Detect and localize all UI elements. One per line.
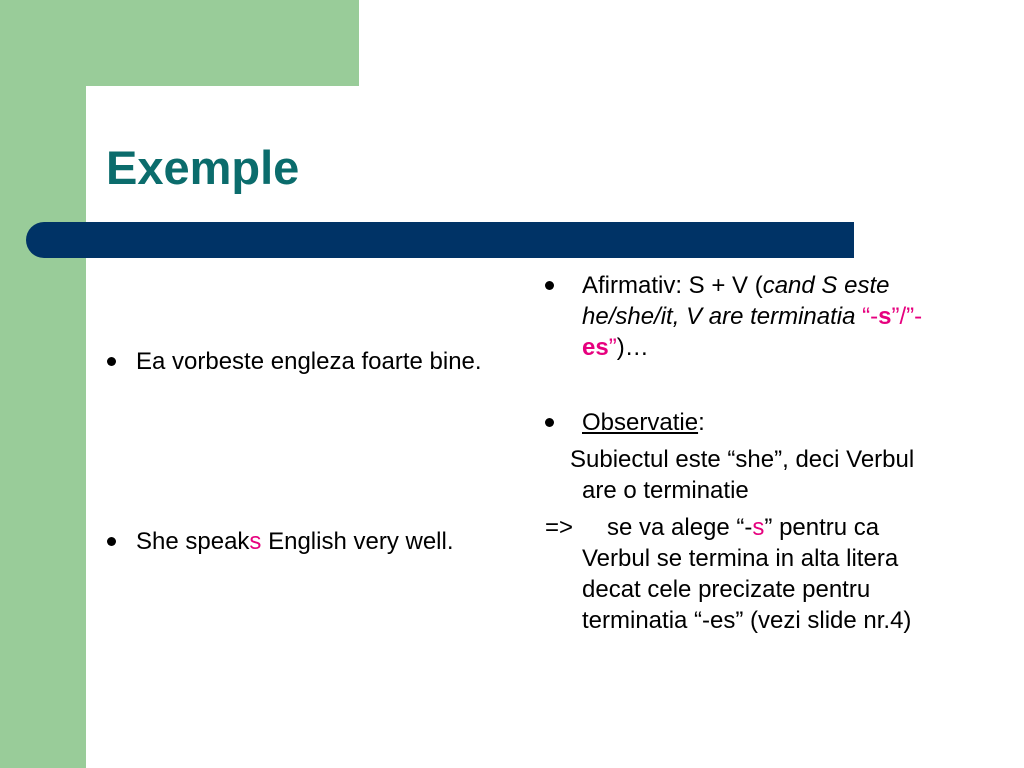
afirmativ-italic: cand S este he/she/it, V are terminatia xyxy=(582,272,890,330)
para2-post: ” pentru ca Verbul se termina in alta litera decat cele precizate pentru terminatia “-es” (vezi slide nr.4) xyxy=(582,514,912,634)
afirmativ-q2: ”/”- xyxy=(891,303,923,330)
afirmativ-q1: “- xyxy=(855,303,879,330)
left-bullet-2-text xyxy=(136,526,454,557)
left-bullet-2-post: English very well. xyxy=(261,528,454,555)
afirmativ-es: es xyxy=(582,334,609,361)
afirmativ-prefix: Afirmativ: S + V ( xyxy=(582,272,763,299)
observatie-para-1: Subiectul este “she”, deci Verbul are o terminatie xyxy=(570,446,915,504)
left-bullet-2 xyxy=(107,526,497,557)
afirmativ-s: s xyxy=(878,303,892,330)
right-bullet-2 xyxy=(545,407,965,438)
observatie-para-2 xyxy=(582,512,942,636)
right-bullet-1-text xyxy=(582,270,965,363)
left-bullet-1-text: Ea vorbeste engleza foarte bine. xyxy=(136,348,482,375)
slide-title: Exemple xyxy=(106,141,300,194)
left-bullet-2-highlight: s xyxy=(249,528,262,555)
left-bullet-1 xyxy=(107,346,497,377)
bullet-dot-icon xyxy=(545,418,554,427)
observatie-colon: : xyxy=(698,409,705,436)
left-bullet-2-pre: She speak xyxy=(136,528,250,555)
afirmativ-q3: ” xyxy=(608,334,617,361)
arrow-marker: => xyxy=(545,514,574,541)
right-bullet-1 xyxy=(545,270,965,363)
afirmativ-suffix: )… xyxy=(616,334,649,361)
para2-pre: se va alege “- xyxy=(607,514,753,541)
bullet-dot-icon xyxy=(107,357,116,366)
title-rule-bar xyxy=(26,222,854,258)
decor-green-left xyxy=(0,0,86,768)
para2-s: s xyxy=(752,514,765,541)
right-bullet-2-text xyxy=(582,407,705,438)
bullet-dot-icon xyxy=(107,537,116,546)
observatie-link[interactable]: Observatie xyxy=(582,409,699,436)
bullet-dot-icon xyxy=(545,281,554,290)
